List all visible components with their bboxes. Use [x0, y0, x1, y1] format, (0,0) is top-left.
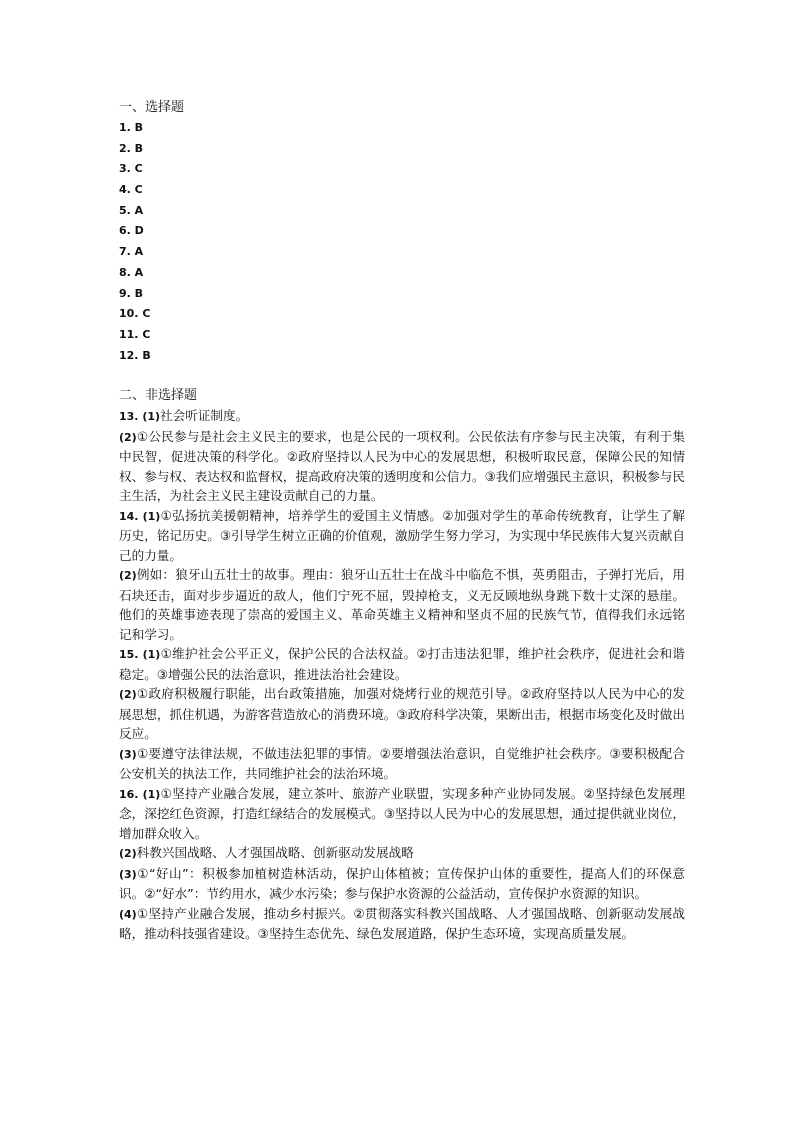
answer-paragraph-16-3: [119, 864, 685, 904]
answer-text: 例如：狼牙山五壮士的故事。理由：狼牙山五壮士在战斗中临危不惧，英勇阻击，子弹打光后，用石块还击，面对步步逼近的敌人，他们宁死不屈，毁掉枪支，义无反顾地纵身跳下数十丈深的悬崖。他们的英雄事迹表现了崇高的爱国主义、革命英雄主义精神和坚贞不屈的民族气节，值得我们永远铭记和学习。: [119, 567, 685, 642]
answer-item: 10. C: [119, 307, 151, 321]
answer-text: ①要遵守法律法规，不做违法犯罪的事情。②要增强法治意识，自觉维护社会秩序。③要积极配合公安机关的执法工作，共同维护社会的法治环境。: [119, 745, 685, 782]
answer-text: ①政府积极履行职能，出台政策措施，加强对烧烤行业的规范引导。②政府坚持以人民为中心的发展思想，抓住机遇，为游客营造放心的消费环境。③政府科学决策，果断出击，根据市场变化及时做出反应。: [119, 686, 685, 742]
answer-text: 科教兴国战略、人才强国战略、创新驱动发展战略: [136, 845, 414, 861]
question-number: (3): [119, 867, 137, 881]
answer-text: ①公民参与是社会主义民主的要求，也是公民的一项权利。公民依法有序参与民主决策，有利于集中民智，促进决策的科学化。②政府坚持以人民为中心的发展思想，积极听取民意，保障公民的知情权、参与权、表达权和监督权，提高政府决策的透明度和公信力。③我们应增强民主意识，积极参与民主生活，为社会主义民主建设贡献自己的力量。: [119, 428, 685, 504]
answer-text: ①弘扬抗美援朝精神，培养学生的爱国主义情感。②加强对学生的革命传统教育，让学生了解历史，铭记历史。③引导学生树立正确的价值观，激励学生努力学习，为实现中华民族伟大复兴贡献自己的力量。: [119, 507, 685, 563]
answer-item: 8. A: [119, 265, 144, 279]
answer-paragraph-15-2: [119, 684, 685, 744]
question-number: (2): [119, 430, 137, 444]
answer-item: 1. B: [119, 121, 144, 134]
answer-paragraph-16-4: [119, 904, 685, 944]
answer-sheet: [119, 98, 685, 944]
answer-paragraph-13-2: [119, 427, 685, 506]
answer-paragraph-14-2: [119, 565, 685, 644]
answer-item: 4. C: [119, 183, 143, 197]
answer-item: 7. A: [119, 245, 144, 259]
question-number: (2): [119, 847, 137, 861]
answer-paragraph-13-1: [119, 406, 685, 427]
question-number: (4): [119, 907, 137, 921]
answer-item: 5. A: [119, 203, 144, 217]
question-number: 14. (1): [119, 509, 161, 523]
answer-paragraph-16-2: [119, 843, 685, 864]
question-number: (2): [119, 688, 137, 702]
question-number: (2): [119, 569, 137, 583]
answer-paragraph-15-1: [119, 644, 685, 684]
question-number: 16. (1): [119, 787, 161, 801]
answer-text: ①“好山”：积极参加植树造林活动，保护山体植被；宣传保护山体的重要性，提高人们的环保意识。②“好水”：节约用水，减少水污染；参与保护水资源的公益活动，宣传保护水资源的知识。: [119, 865, 685, 902]
question-number: 15. (1): [119, 648, 161, 662]
answer-item: 6. D: [119, 224, 144, 238]
answer-text: ①坚持产业融合发展，推动乡村振兴。②贯彻落实科教兴国战略、人才强国战略、创新驱动发展战略，推动科技强省建设。③坚持生态优先、绿色发展道路，保护生态环境，实现高质量发展。: [119, 905, 685, 942]
answer-item: 9. B: [119, 286, 144, 300]
question-number: (3): [119, 747, 137, 761]
answer-paragraph-14-1: [119, 506, 685, 566]
answer-item: 12. B: [119, 348, 151, 362]
answer-item: 3. C: [119, 162, 143, 176]
answer-item: 2. B: [119, 141, 144, 155]
answer-item: 11. C: [119, 327, 151, 341]
section-title-multiple-choice: 一、选择题: [119, 100, 185, 115]
answer-text: ①坚持产业融合发展，建立茶叶、旅游产业联盟，实现多种产业协同发展。②坚持绿色发展理念，深挖红色资源，打造红绿结合的发展模式。③坚持以人民为中心的发展思想，通过提供就业岗位，增加群众收入。: [119, 785, 685, 841]
answer-paragraph-16-1: [119, 784, 685, 844]
answer-text: 社会听证制度。: [160, 408, 249, 424]
section-title-non-multiple-choice: 二、非选择题: [119, 388, 198, 404]
question-number: 13. (1): [119, 410, 161, 424]
multiple-choice-answer-list: [119, 118, 685, 366]
answer-text: ①维护社会公平正义，保护公民的合法权益。②打击违法犯罪，维护社会秩序，促进社会和谐稳定。③增强公民的法治意识，推进法治社会建设。: [119, 646, 685, 682]
answer-paragraph-15-3: [119, 744, 685, 784]
section-spacer: [119, 366, 685, 386]
